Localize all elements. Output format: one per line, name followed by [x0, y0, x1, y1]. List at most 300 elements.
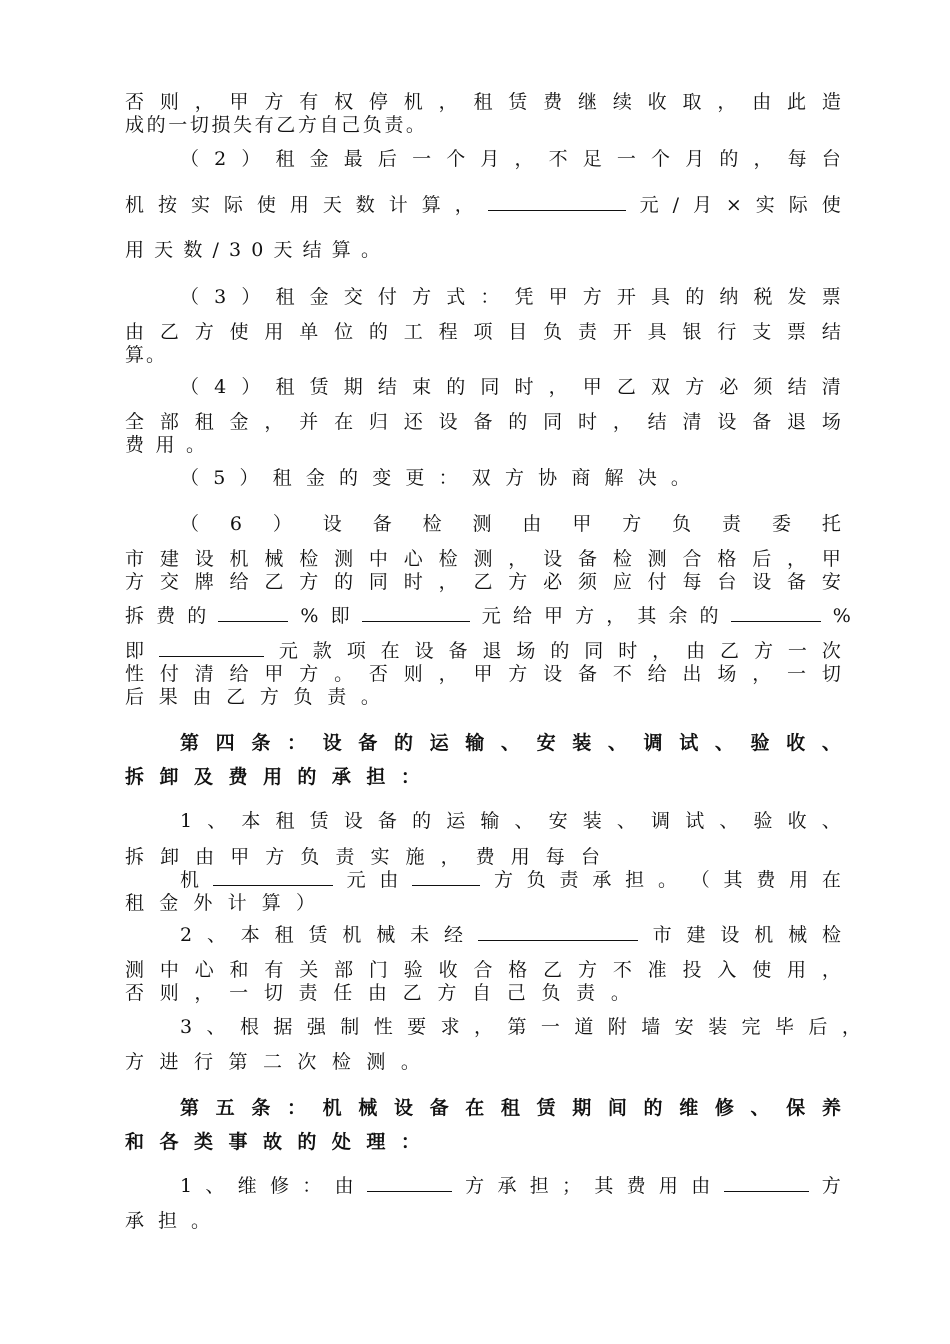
text-char: 输 — [480, 810, 500, 832]
text-line — [125, 113, 425, 137]
text-char: 使 — [752, 959, 772, 981]
text-char: 机 — [180, 869, 200, 891]
text-char: 同 — [584, 640, 604, 662]
text-char: 心 — [194, 959, 214, 981]
text-char: 天 — [154, 239, 174, 261]
text-char: ， — [652, 640, 672, 662]
text-char: 纳 — [719, 286, 739, 308]
text-char: 收 — [786, 732, 806, 754]
text-char: 决 — [637, 467, 657, 489]
text-char: 求 — [440, 1016, 460, 1038]
text-char: 实 — [370, 846, 390, 868]
text-char: 用 — [262, 766, 282, 788]
text-line — [125, 433, 205, 457]
text-char: 、 — [206, 924, 226, 946]
text-char: 的 — [446, 376, 466, 398]
text-char: 理 — [366, 1131, 386, 1153]
text-line — [125, 981, 630, 1005]
text-char: 承 — [125, 1210, 145, 1232]
text-char: 一 — [168, 114, 188, 136]
text-char: 设 — [414, 640, 434, 662]
text-char: 由 — [686, 640, 706, 662]
text-char: 际 — [223, 194, 243, 216]
text-char: 方 — [508, 663, 528, 685]
text-char: 部 — [334, 959, 354, 981]
text-char: 不 — [548, 148, 568, 170]
text-char: 。 — [670, 467, 690, 489]
text-char: 金 — [305, 467, 325, 489]
text-char: 否 — [125, 982, 145, 1004]
text-char: 方 — [577, 959, 597, 981]
text-char: 一 — [229, 982, 249, 1004]
text-char: 乙 — [473, 571, 493, 593]
text-char: 设 — [543, 663, 563, 685]
text-char: 的 — [643, 1097, 663, 1119]
text-char: 的 — [393, 732, 413, 754]
text-line — [125, 90, 841, 114]
text-char: 在 — [821, 869, 841, 891]
text-char: 租 — [275, 376, 295, 398]
text-char: 次 — [821, 640, 841, 662]
text-char: ） — [272, 513, 292, 535]
text-char: ， — [438, 571, 458, 593]
text-char: 建 — [686, 924, 706, 946]
text-char: 收 — [647, 91, 667, 113]
text-char: 3 — [180, 1016, 193, 1038]
text-char: 责 — [335, 846, 355, 868]
text-char: 方 — [194, 321, 214, 343]
text-char: 乙 — [159, 321, 179, 343]
text-char: 备 — [429, 1097, 449, 1119]
text-char: 安 — [536, 732, 556, 754]
text-char: 外 — [193, 892, 213, 914]
text-char: 条 — [251, 732, 271, 754]
text-char: 道 — [574, 1016, 594, 1038]
text-char: 承 — [592, 869, 612, 891]
text-char: 双 — [471, 467, 491, 489]
text-char: 。 — [190, 1210, 210, 1232]
text-line — [180, 1174, 841, 1198]
text-char: 票 — [821, 286, 841, 308]
text-char: 收 — [438, 959, 458, 981]
text-char: 则 — [159, 982, 179, 1004]
text-char: ） — [295, 892, 315, 914]
text-char: 的 — [187, 605, 207, 627]
text-char: 即 — [125, 640, 145, 662]
text-char: 条 — [251, 1097, 271, 1119]
text-char: 其 — [723, 869, 743, 891]
text-line — [180, 466, 690, 490]
text-char: ， — [841, 1016, 861, 1038]
text-char: 。 — [405, 114, 425, 136]
text-char: 机 — [403, 91, 423, 113]
text-char: 中 — [368, 548, 388, 570]
text-char: 调 — [651, 810, 671, 832]
fill-in-blank[interactable] — [478, 924, 638, 941]
fill-in-blank[interactable] — [731, 605, 821, 622]
text-char: 租 — [275, 148, 295, 170]
text-char: 的 — [685, 286, 705, 308]
text-char: 足 — [582, 148, 602, 170]
text-char: 租 — [275, 810, 295, 832]
text-char: 算 — [331, 239, 351, 261]
text-char: 有 — [264, 959, 284, 981]
text-char: 停 — [368, 91, 388, 113]
text-char: 备 — [577, 548, 597, 570]
text-char: 全 — [125, 411, 145, 433]
text-char: 用 — [789, 869, 809, 891]
text-char: 设 — [322, 732, 342, 754]
text-char: 、 — [207, 810, 227, 832]
text-char: 方 — [259, 686, 279, 708]
text-char: 责 — [327, 686, 347, 708]
text-char: 个 — [651, 148, 671, 170]
text-line — [180, 285, 841, 309]
text-line — [125, 662, 841, 686]
text-char: 验 — [753, 810, 773, 832]
text-char: 方 — [622, 513, 642, 535]
text-char: 费 — [626, 1175, 646, 1197]
text-char: 方 — [685, 376, 705, 398]
text-char: 台 — [580, 846, 600, 868]
text-line — [125, 320, 841, 344]
text-char: 清 — [194, 663, 214, 685]
text-char: 负 — [672, 513, 692, 535]
text-line — [180, 1015, 861, 1039]
text-char: 继 — [577, 91, 597, 113]
text-char: 具 — [651, 286, 671, 308]
text-char: 由 — [334, 1175, 354, 1197]
text-char: 的 — [508, 411, 528, 433]
text-char: ， — [454, 194, 474, 216]
text-char: 4 — [214, 376, 227, 398]
text-char: 设 — [194, 548, 214, 570]
text-char: 元 — [481, 605, 501, 627]
fill-in-blank[interactable] — [218, 605, 288, 622]
text-char: 维 — [237, 1175, 257, 1197]
text-char: 输 — [465, 732, 485, 754]
text-char: 金 — [309, 148, 329, 170]
text-char: 天 — [273, 239, 293, 261]
text-char: 检 — [299, 548, 319, 570]
text-char: ， — [514, 148, 534, 170]
text-char: 和 — [229, 959, 249, 981]
text-char: ： — [400, 1131, 420, 1153]
text-char: 同 — [368, 571, 388, 593]
text-char: 备 — [473, 411, 493, 433]
text-char: 每 — [682, 571, 702, 593]
text-char: 使 — [256, 194, 276, 216]
text-char: ： — [302, 1175, 322, 1197]
text-char: 场 — [516, 640, 536, 662]
text-char: 检 — [612, 548, 632, 570]
text-char: 验 — [750, 732, 770, 754]
text-char: 甲 — [821, 548, 841, 570]
text-char: 责 — [559, 869, 579, 891]
text-char: 用 — [264, 321, 284, 343]
text-line — [125, 193, 841, 217]
text-char: 金 — [229, 411, 249, 433]
text-char: 方 — [504, 467, 524, 489]
text-char: 甲 — [544, 605, 564, 627]
text-char: 责 — [384, 114, 404, 136]
text-char: ） — [239, 467, 259, 489]
text-char: 每 — [545, 846, 565, 868]
text-char: 毕 — [774, 1016, 794, 1038]
text-char: 清 — [821, 376, 841, 398]
text-char: 的 — [339, 467, 359, 489]
text-char: 1 — [180, 1175, 193, 1197]
text-char: 退 — [787, 411, 807, 433]
text-char: 0 — [251, 239, 264, 261]
text-char: 机 — [754, 924, 774, 946]
text-char: 余 — [668, 605, 688, 627]
text-char: 有 — [254, 114, 274, 136]
fill-in-blank[interactable] — [488, 194, 626, 211]
text-char: 赁 — [308, 924, 328, 946]
text-char: 、 — [821, 732, 841, 754]
text-char: 、 — [500, 732, 520, 754]
text-char: ， — [612, 411, 632, 433]
text-char: 检 — [331, 1051, 351, 1073]
fill-in-blank[interactable] — [724, 1175, 809, 1192]
text-char: 据 — [273, 1016, 293, 1038]
text-char: 乙 — [264, 571, 284, 593]
text-char: 项 — [346, 640, 366, 662]
text-char: / — [672, 194, 679, 216]
text-char: 方 — [575, 605, 595, 627]
text-char: 失 — [233, 114, 253, 136]
text-char: 械 — [788, 924, 808, 946]
text-line — [180, 868, 841, 892]
text-char: 进 — [159, 1051, 179, 1073]
text-char: 的 — [412, 810, 432, 832]
text-char: 备 — [372, 513, 392, 535]
fill-in-blank[interactable] — [412, 869, 480, 886]
text-char: 、 — [616, 810, 636, 832]
text-char: 己 — [341, 114, 361, 136]
text-char: 。 — [400, 1051, 420, 1073]
text-line — [180, 923, 841, 947]
text-char: 设 — [543, 548, 563, 570]
text-char: 2 — [214, 148, 227, 170]
text-char: 由 — [125, 321, 145, 343]
text-char: 方 — [437, 982, 457, 1004]
text-char: 结 — [787, 376, 807, 398]
text-char: 制 — [340, 1016, 360, 1038]
text-char: 建 — [159, 548, 179, 570]
text-char: 测 — [473, 548, 493, 570]
fill-in-blank[interactable] — [367, 1175, 452, 1192]
text-char: 支 — [752, 321, 772, 343]
text-char: 及 — [193, 766, 213, 788]
text-char: 保 — [786, 1097, 806, 1119]
text-char: 测 — [647, 548, 667, 570]
text-char: 负 — [541, 982, 561, 1004]
text-char: 退 — [482, 640, 502, 662]
text-char: 方 — [299, 571, 319, 593]
text-char: 关 — [299, 959, 319, 981]
text-char: 一 — [787, 663, 807, 685]
text-char: 、 — [607, 732, 627, 754]
text-char: 、 — [821, 810, 841, 832]
text-char: 际 — [788, 194, 808, 216]
text-char: 方 — [264, 91, 284, 113]
text-char: 单 — [299, 321, 319, 343]
text-line — [180, 375, 841, 399]
text-char: 须 — [577, 571, 597, 593]
text-char: 完 — [741, 1016, 761, 1038]
text-char: 赁 — [536, 1097, 556, 1119]
text-char: 并 — [299, 411, 319, 433]
text-char: 在 — [380, 640, 400, 662]
fill-in-blank[interactable] — [362, 605, 470, 622]
text-char: 安 — [821, 571, 841, 593]
text-char: 修 — [269, 1175, 289, 1197]
text-char: 项 — [473, 321, 493, 343]
text-char: 否 — [125, 91, 145, 113]
text-char: 心 — [403, 548, 423, 570]
text-char: 时 — [618, 640, 638, 662]
text-char: 卸 — [159, 766, 179, 788]
text-char: 5 — [213, 467, 226, 489]
text-char: 损 — [211, 114, 231, 136]
text-char: 墙 — [641, 1016, 661, 1038]
text-char: 。 — [334, 663, 354, 685]
text-char: 场 — [717, 663, 737, 685]
text-char: 月 — [692, 194, 712, 216]
text-char: 格 — [508, 959, 528, 981]
text-char: 工 — [403, 321, 423, 343]
text-char: 式 — [446, 286, 466, 308]
text-char: 故 — [262, 1131, 282, 1153]
text-char: 入 — [717, 959, 737, 981]
text-char: 切 — [189, 114, 209, 136]
text-char: 机 — [125, 194, 145, 216]
text-line — [125, 1050, 420, 1074]
text-char: 由 — [192, 686, 212, 708]
text-char: 银 — [682, 321, 702, 343]
text-char: 用 — [510, 846, 530, 868]
text-char: 位 — [334, 321, 354, 343]
text-char: 须 — [753, 376, 773, 398]
text-char: 给 — [229, 663, 249, 685]
text-char: 按 — [157, 194, 177, 216]
text-char: 归 — [368, 411, 388, 433]
text-char: （ — [180, 286, 200, 308]
text-char: 负 — [293, 686, 313, 708]
text-char: 的 — [146, 114, 166, 136]
text-char: 乙 — [226, 686, 246, 708]
text-char: 同 — [543, 411, 563, 433]
text-char: 己 — [506, 982, 526, 1004]
text-char: 金 — [309, 286, 329, 308]
text-char: 造 — [821, 91, 841, 113]
text-char: 测 — [472, 513, 492, 535]
text-line — [125, 958, 841, 982]
text-char: 清 — [682, 411, 702, 433]
text-char: 权 — [334, 91, 354, 113]
text-char: 用 — [289, 194, 309, 216]
text-char: 和 — [125, 1131, 145, 1153]
text-char: 、 — [514, 810, 534, 832]
text-char: 检 — [422, 513, 442, 535]
text-char: 用 — [658, 1175, 678, 1197]
text-char: 用 — [155, 434, 175, 456]
text-char: 方 — [582, 286, 602, 308]
text-char: 部 — [159, 411, 179, 433]
text-char: 检 — [821, 924, 841, 946]
text-line — [180, 1096, 841, 1120]
text-char: 租 — [125, 892, 145, 914]
text-char: 费 — [125, 434, 145, 456]
text-char: 后 — [377, 148, 397, 170]
text-char: 养 — [821, 1097, 841, 1119]
text-char: 事 — [228, 1131, 248, 1153]
text-char: 测 — [366, 1051, 386, 1073]
text-char: ， — [440, 846, 460, 868]
text-char: 强 — [306, 1016, 326, 1038]
text-char: ， — [474, 1016, 494, 1038]
text-char: 方 — [753, 640, 773, 662]
text-char: ， — [194, 91, 214, 113]
text-char: 成 — [125, 114, 145, 136]
text-char: 付 — [377, 286, 397, 308]
text-char: 第 — [180, 1097, 200, 1119]
text-char: 间 — [607, 1097, 627, 1119]
fill-in-blank[interactable] — [213, 869, 333, 886]
text-char: 果 — [158, 686, 178, 708]
fill-in-blank[interactable] — [159, 640, 264, 657]
text-char: 乙 — [276, 114, 296, 136]
text-char: 必 — [719, 376, 739, 398]
text-char: 费 — [156, 605, 176, 627]
text-char: ： — [286, 1097, 306, 1119]
text-char: 由 — [752, 91, 772, 113]
text-char: 租 — [500, 1097, 520, 1119]
text-char: 甲 — [230, 846, 250, 868]
text-char: 还 — [403, 411, 423, 433]
text-char: 算 — [421, 194, 441, 216]
text-char: 方 — [125, 1051, 145, 1073]
text-char: 本 — [241, 810, 261, 832]
text-char: 最 — [343, 148, 363, 170]
text-char: 在 — [465, 1097, 485, 1119]
text-char: 租 — [275, 286, 295, 308]
text-char: 付 — [159, 663, 179, 685]
text-char: 一 — [616, 148, 636, 170]
text-char: 甲 — [582, 376, 602, 398]
text-char: 数 — [355, 194, 375, 216]
text-char: 则 — [159, 91, 179, 113]
text-line — [125, 845, 600, 869]
text-char: 性 — [373, 1016, 393, 1038]
text-char: 票 — [787, 321, 807, 343]
text-char: ， — [194, 982, 214, 1004]
text-char: ， — [752, 663, 772, 685]
text-char: 3 — [214, 286, 227, 308]
text-char: 自 — [472, 982, 492, 1004]
text-char: 械 — [358, 1097, 378, 1119]
text-line — [180, 512, 841, 536]
text-char: 商 — [571, 467, 591, 489]
text-char: 同 — [480, 376, 500, 398]
text-char: ， — [787, 548, 807, 570]
text-char: 场 — [821, 411, 841, 433]
text-char: 甲 — [548, 286, 568, 308]
text-char: 负 — [362, 114, 382, 136]
text-char: 租 — [473, 91, 493, 113]
